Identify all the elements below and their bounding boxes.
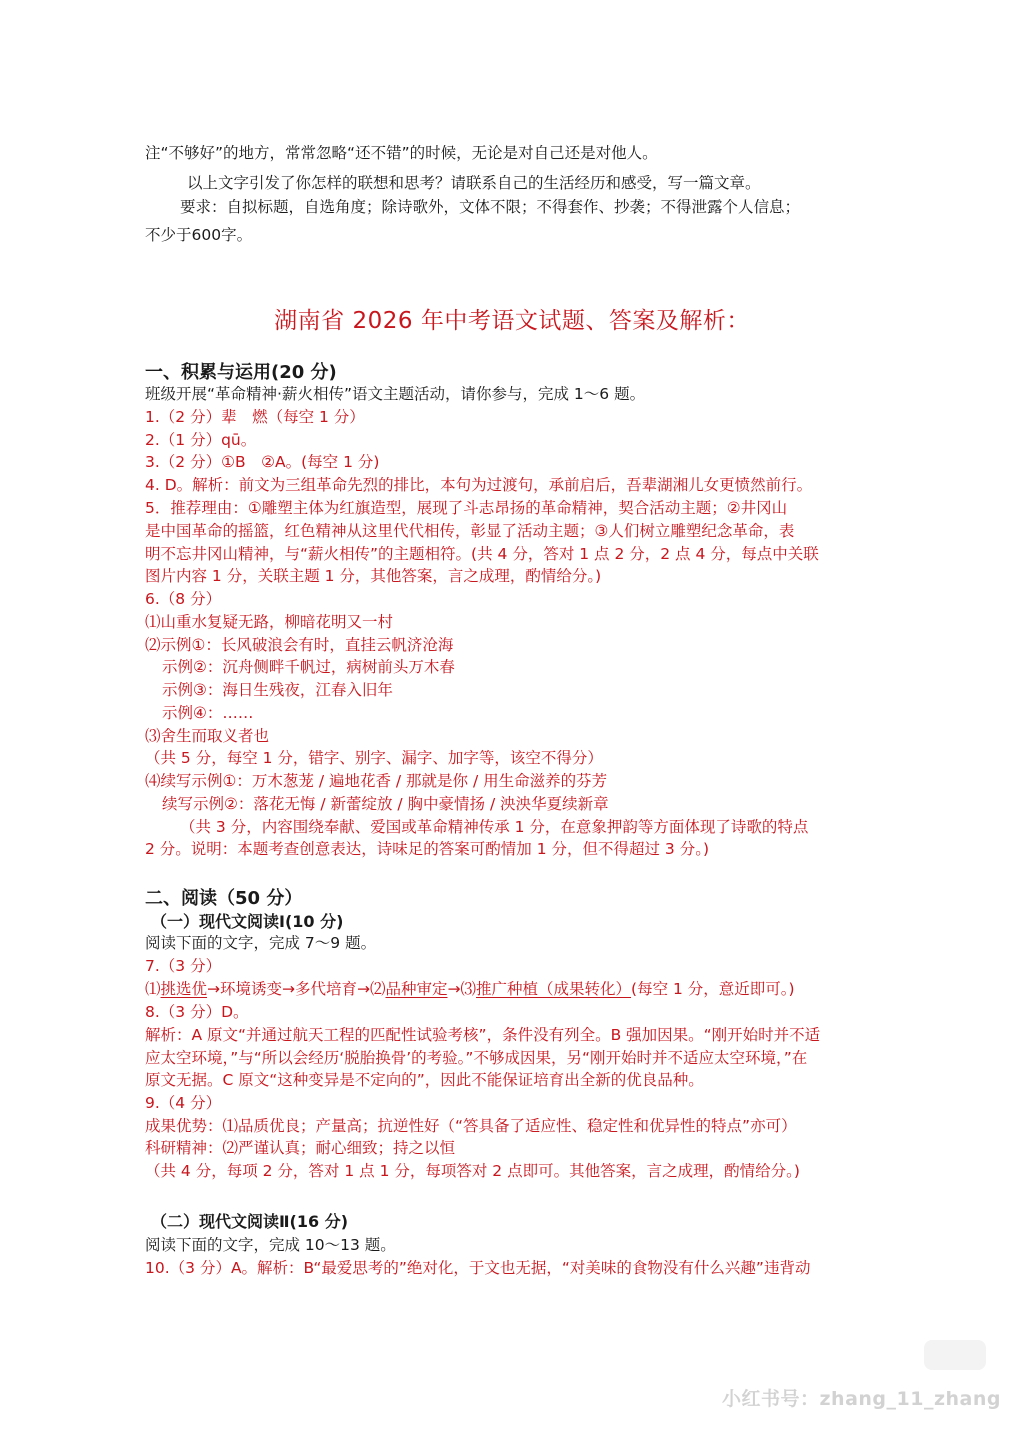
underlined-answer: 挑选优 [160, 980, 208, 998]
answer-line: 科研精神：⑵严谨认真；耐心细致；持之以恒 [145, 1139, 456, 1157]
answer-line: 续写示例②：落花无悔 / 新蕾绽放 / 胸中豪情扬 / 泱泱华夏续新章 [162, 795, 609, 813]
answer-line: ⑵示例①：长风破浪会有时，直挂云帆济沧海 [145, 636, 454, 654]
section-heading: 一、积累与运用(20 分) [145, 362, 337, 383]
answer-line: 7.（3 分） [145, 957, 222, 975]
essay-prompt-line: 以上文字引发了你怎样的联想和思考？请联系自己的生活经历和感受，写一篇文章。 [187, 174, 761, 192]
page-title: 湖南省 2026 年中考语文试题、答案及解析： [274, 308, 750, 334]
answer-line: （共 4 分，每项 2 分，答对 1 点 1 分，每项答对 2 点即可。其他答案，言之成理，酌情给分。) [145, 1162, 800, 1180]
answer-line: 是中国革命的摇篮，红色精神从这里代代相传，彰显了活动主题；③人们树立雕塑纪念革命，表 [145, 522, 795, 540]
answer-line: 成果优势：⑴品质优良；产量高；抗逆性好（“答具备了适应性、稳定性和优异性的特点”亦可） [145, 1117, 797, 1135]
answer-line: 1.（2 分）辈 燃（每空 1 分） [145, 408, 365, 426]
watermark: 小红书号：zhang_11_zhang [722, 1388, 1002, 1410]
answer-line: 示例④：…… [162, 704, 254, 722]
section-intro: 班级开展“革命精神·薪火相传”语文主题活动，请你参与，完成 1～6 题。 [145, 385, 646, 403]
essay-requirement: 不少于600字。 [145, 226, 253, 244]
essay-requirement: 要求：自拟标题，自选角度；除诗歌外，文体不限；不得套作、抄袭；不得泄露个人信息； [180, 198, 801, 216]
underlined-answer: 推广种植（成果转化） [476, 980, 632, 998]
answer-line: 原文无据。C 原文“这种变异是不定向的”，因此不能保证培育出全新的优良品种。 [145, 1071, 704, 1089]
answer-line: 明不忘井冈山精神，与“薪火相传”的主题相符。(共 4 分，答对 1 点 2 分，2 点 4 分，每点中关联 [145, 545, 819, 563]
answer-line: 9.（4 分） [145, 1094, 222, 1112]
section-intro: 阅读下面的文字，完成 10～13 题。 [145, 1236, 396, 1254]
underlined-answer: 品种审定 [385, 980, 448, 998]
answer-line: 10.（3 分）A。解析：B“最爱思考的”绝对化，于文也无据，“对美味的食物没有什么兴趣”违背动 [145, 1259, 811, 1277]
answer-line: 图片内容 1 分，关联主题 1 分，其他答案，言之成理，酌情给分。) [145, 567, 602, 585]
answer-line: 解析：A 原文“并通过航天工程的匹配性试验考核”，条件没有列全。B 强加因果。“刚开始时并不适 [145, 1026, 821, 1044]
answer-line: ⑷续写示例①：万木葱茏 / 遍地花香 / 那就是你 / 用生命滋养的芬芳 [145, 772, 608, 790]
section-intro: 阅读下面的文字，完成 7～9 题。 [145, 934, 377, 952]
answer-line: 5．推荐理由：①雕塑主体为红旗造型，展现了斗志昂扬的革命精神，契合活动主题；②井冈山 [145, 499, 788, 517]
answer-line: （共 5 分，每空 1 分，错字、别字、漏字、加字等，该空不得分） [145, 749, 603, 767]
answer-line: ⑴山重水复疑无路，柳暗花明又一村 [145, 613, 394, 631]
essay-prompt-line: 注“不够好”的地方，常常忽略“还不错”的时候，无论是对自己还是对他人。 [145, 144, 658, 162]
answer-line: 6.（8 分） [145, 590, 222, 608]
section-heading: 二、阅读（50 分） [145, 888, 303, 909]
answer-line: ⑶舍生而取义者也 [145, 727, 270, 745]
answer-line: 应太空环境，”与“所以会经历‘脱胎换骨’的考验。”不够成因果，另“刚开始时并不适应太空环境，”在 [145, 1049, 808, 1067]
answer-line: 8.（3 分）D。 [145, 1003, 249, 1021]
answer-line: 2 分。说明：本题考查创意表达，诗味足的答案可酌情加 1 分，但不得超过 3 分。) [145, 840, 710, 858]
answer-line: ⑴挑选优→环境诱变→多代培育→⑵品种审定→⑶推广种植（成果转化）(每空 1 分，意近即可。) [145, 980, 795, 998]
watermark-logo-icon [924, 1340, 986, 1370]
answer-line: 2.（1 分）qū。 [145, 431, 257, 449]
answer-line: 示例③：海日生残夜，江春入旧年 [162, 681, 393, 699]
answer-line: 示例②：沉舟侧畔千帆过，病树前头万木春 [162, 658, 455, 676]
subsection-heading: （二）现代文阅读Ⅱ(16 分) [151, 1212, 349, 1231]
answer-line: 3.（2 分）①B ②A。(每空 1 分) [145, 453, 380, 471]
answer-line: 4. D。解析：前文为三组革命先烈的排比，本句为过渡句，承前启后，吾辈湖湘儿女更愤然前行。 [145, 476, 813, 494]
answer-line: （共 3 分，内容围绕奉献、爱国或革命精神传承 1 分，在意象押韵等方面体现了诗歌的特点 [180, 818, 809, 836]
subsection-heading: （一）现代文阅读Ⅰ(10 分) [151, 912, 344, 931]
